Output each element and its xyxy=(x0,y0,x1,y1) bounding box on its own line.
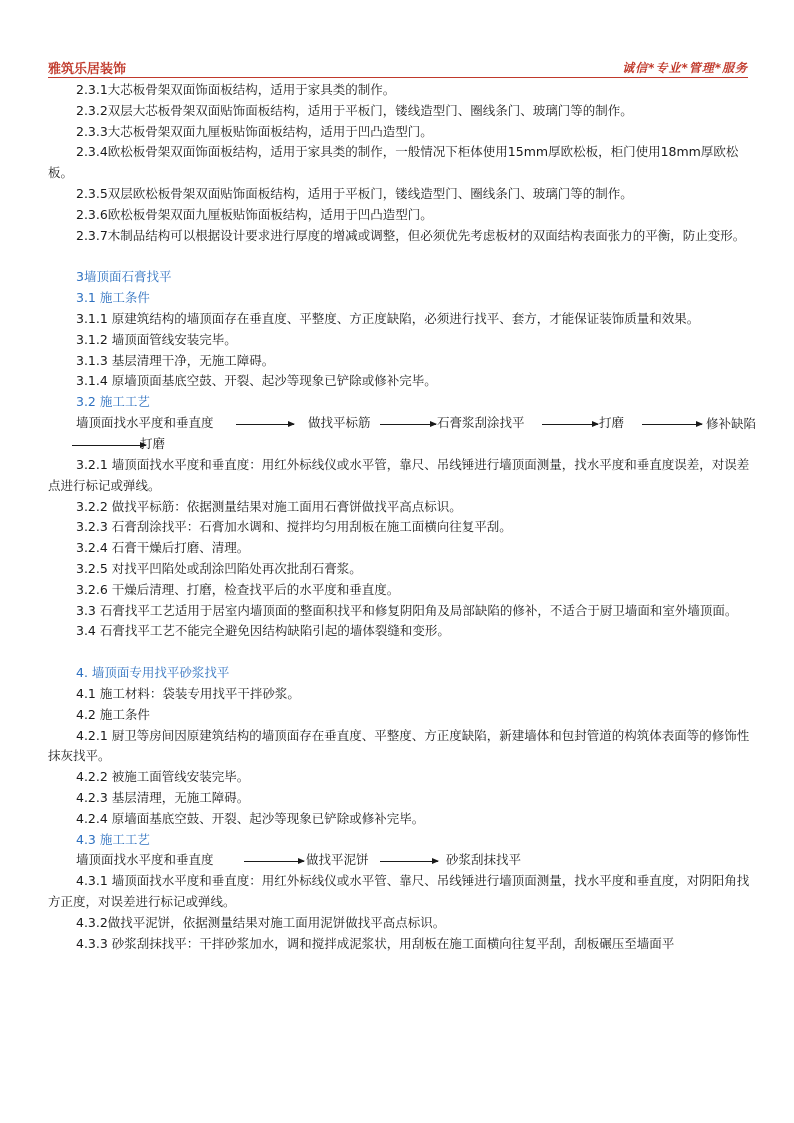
flow-arrow xyxy=(244,861,304,862)
paragraph: 4.2.4 原墙面基底空鼓、开裂、起沙等现象已铲除或修补完毕。 xyxy=(76,810,425,826)
flow-arrow xyxy=(380,861,438,862)
flow-arrow xyxy=(72,445,146,446)
paragraph: 4.2.3 基层清理，无施工障碍。 xyxy=(76,789,250,805)
paragraph: 4.3.2做找平泥饼，依据测量结果对施工面用泥饼做找平高点标识。 xyxy=(76,914,446,930)
flow-step: 砂浆刮抹找平 xyxy=(446,852,522,868)
process-flow xyxy=(48,413,757,455)
flow-step: 修补缺陷 xyxy=(706,415,757,431)
subsection-heading: 3.2 施工工艺 xyxy=(76,394,150,410)
paragraph: 3.1.3 基层清理干净，无施工障碍。 xyxy=(76,352,275,368)
page-header xyxy=(48,58,748,78)
flow-arrow xyxy=(380,424,436,425)
paragraph: 4.2.2 被施工面管线安装完毕。 xyxy=(76,769,250,785)
paragraph: 3.2.1 墙顶面找水平度和垂直度：用红外标线仪或水平管，靠尺、吊线锤进行墙顶面测量，找水平度和垂直度误差，对误差点进行标记或弹线。 xyxy=(48,456,750,493)
paragraph: 3.2.4 石膏干燥后打磨、清理。 xyxy=(76,540,250,556)
brand-motto: 诚信*专业*管理*服务 xyxy=(622,61,748,75)
paragraph: 2.3.6欧松板骨架双面九厘板贴饰面板结构，适用于凹凸造型门。 xyxy=(76,206,433,222)
paragraph: 3.1.4 原墙顶面基底空鼓、开裂、起沙等现象已铲除或修补完毕。 xyxy=(76,373,437,389)
paragraph: 3.2.3 石膏刮涂找平：石膏加水调和、搅拌均匀用刮板在施工面横向往复平刮。 xyxy=(76,519,512,535)
flow-step: 墙顶面找水平度和垂直度 xyxy=(76,852,214,868)
flow-step: 打磨 xyxy=(140,435,166,451)
paragraph: 2.3.7木制品结构可以根据设计要求进行厚度的增减或调整，但必须优先考虑板材的双面结构表面张力的平衡，防止变形。 xyxy=(76,227,746,243)
paragraph: 4.2 施工条件 xyxy=(76,706,150,722)
section-heading: 3墙顶面石膏找平 xyxy=(76,269,172,285)
paragraph: 3.1.2 墙顶面管线安装完毕。 xyxy=(76,331,237,347)
flow-arrow xyxy=(236,424,294,425)
flow-step: 墙顶面找水平度和垂直度 xyxy=(76,414,214,430)
section-heading: 4. 墙顶面专用找平砂浆找平 xyxy=(76,665,230,681)
paragraph: 3.4 石膏找平工艺不能完全避免因结构缺陷引起的墙体裂缝和变形。 xyxy=(76,623,450,639)
flow-step: 打磨 xyxy=(599,414,625,430)
paragraph: 3.2.2 做找平标筋：依据测量结果对施工面用石膏饼做找平高点标识。 xyxy=(76,498,462,514)
subsection-heading: 4.3 施工工艺 xyxy=(76,831,150,847)
document-body xyxy=(48,80,757,954)
paragraph: 3.2.5 对找平凹陷处或刮涂凹陷处再次批刮石膏浆。 xyxy=(76,560,362,576)
flow-arrow xyxy=(642,424,702,425)
paragraph: 2.3.5双层欧松板骨架双面贴饰面板结构，适用于平板门，镂线造型门、圈线条门、玻璃门等的制作。 xyxy=(76,185,633,201)
paragraph: 2.3.1大芯板骨架双面饰面板结构，适用于家具类的制作。 xyxy=(76,82,396,97)
brand-name: 雅筑乐居装饰 xyxy=(48,62,127,77)
header-rule xyxy=(48,77,748,78)
flow-arrow xyxy=(542,424,598,425)
paragraph: 2.3.2双层大芯板骨架双面贴饰面板结构，适用于平板门，镂线造型门、圈线条门、玻璃门等的制作。 xyxy=(76,102,633,118)
flow-step: 做找平标筋 xyxy=(308,414,371,430)
paragraph: 3.2.6 干燥后清理、打磨，检查找平后的水平度和垂直度。 xyxy=(76,581,400,597)
paragraph: 2.3.4欧松板骨架双面饰面板结构，适用于家具类的制作，一般情况下柜体使用15mm厚欧松板，柜门使用18mm厚欧松板。 xyxy=(48,144,739,181)
paragraph: 4.2.1 厨卫等房间因原建筑结构的墙顶面存在垂直度、平整度、方正度缺陷，新建墙体和包封管道的构筑体表面等的修饰性抹灰找平。 xyxy=(48,727,750,764)
flow-step: 做找平泥饼 xyxy=(306,852,369,868)
paragraph: 3.3 石膏找平工艺适用于居室内墙顶面的整面积找平和修复阴阳角及局部缺陷的修补，不适合于厨卫墙面和室外墙顶面。 xyxy=(76,602,738,618)
paragraph: 3.1.1 原建筑结构的墙顶面存在垂直度、平整度、方正度缺陷，必须进行找平、套方，才能保证装饰质量和效果。 xyxy=(76,310,700,326)
paragraph: 4.3.1 墙顶面找水平度和垂直度：用红外标线仪或水平管、靠尺、吊线锤进行墙顶面测量，找水平度和垂直度，对阴阳角找方正度，对误差进行标记或弹线。 xyxy=(48,873,750,910)
process-flow xyxy=(48,850,753,871)
paragraph: 4.3.3 砂浆刮抹找平：干拌砂浆加水，调和搅拌成泥浆状，用刮板在施工面横向往复平刮，刮板碾压至墙面平 xyxy=(76,935,675,951)
flow-step: 石膏浆刮涂找平 xyxy=(437,414,525,430)
paragraph: 2.3.3大芯板骨架双面九厘板贴饰面板结构，适用于凹凸造型门。 xyxy=(76,123,433,139)
subsection-heading: 3.1 施工条件 xyxy=(76,290,150,306)
paragraph: 4.1 施工材料：袋装专用找平干拌砂浆。 xyxy=(76,685,300,701)
